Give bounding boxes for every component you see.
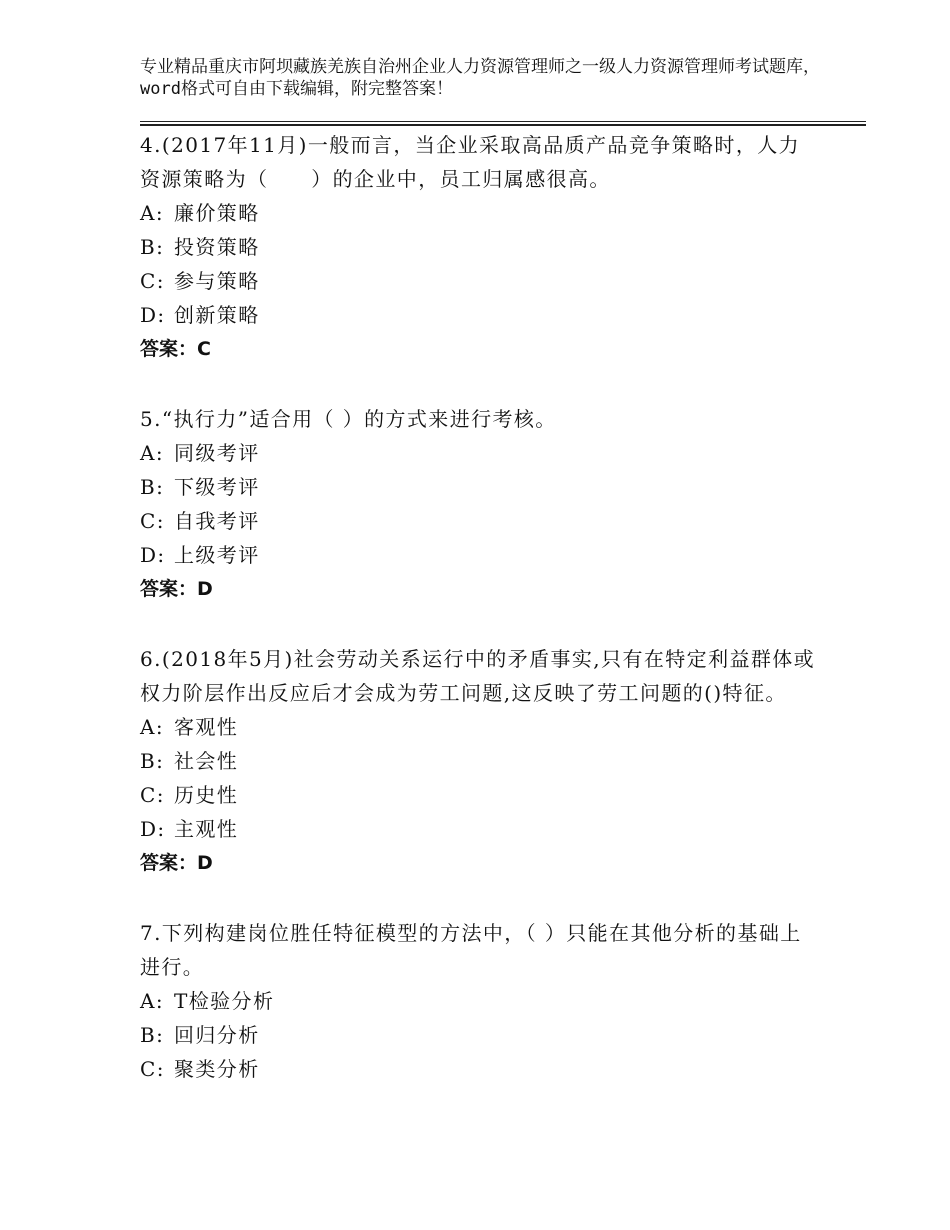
question-stem: 6.(2018年5月)社会劳动关系运行中的矛盾事实,只有在特定利益群体或权力阶层作出反应后才会成为劳工问题,这反映了劳工问题的()特征。 <box>140 647 816 705</box>
question-stem: 7.下列构建岗位胜任特征模型的方法中，（ ）只能在其他分析的基础上进行。 <box>140 921 802 979</box>
question-7 <box>140 914 820 1086</box>
option-text: 参与策略 <box>174 269 260 293</box>
option-letter: D: <box>140 303 166 327</box>
spacer <box>140 880 820 914</box>
option-text: 自我考评 <box>174 509 260 533</box>
question-5 <box>140 400 820 606</box>
document-header: 专业精品重庆市阿坝藏族羌族自治州企业人力资源管理师之一级人力资源管理师考试题库，word格式可自由下载编辑，附完整答案！ <box>140 57 820 99</box>
option-letter: A: <box>140 441 164 465</box>
option-d <box>140 298 820 332</box>
option-text: 创新策略 <box>174 303 260 327</box>
option-c <box>140 778 820 812</box>
option-text: 廉价策略 <box>174 201 260 225</box>
option-a <box>140 436 820 470</box>
option-letter: D: <box>140 817 166 841</box>
option-text: 社会性 <box>174 749 239 773</box>
option-letter: A: <box>140 989 164 1013</box>
option-b <box>140 230 820 264</box>
option-text: 历史性 <box>174 783 239 807</box>
answer-label: 答案：D <box>140 578 213 600</box>
option-letter: B: <box>140 749 165 773</box>
option-a <box>140 196 820 230</box>
option-letter: B: <box>140 475 165 499</box>
option-c <box>140 504 820 538</box>
option-letter: C: <box>140 1057 165 1081</box>
option-c <box>140 264 820 298</box>
option-text: 客观性 <box>174 715 239 739</box>
option-d <box>140 538 820 572</box>
option-d <box>140 812 820 846</box>
option-letter: B: <box>140 1023 165 1047</box>
option-text: 投资策略 <box>174 235 260 259</box>
option-b <box>140 1018 820 1052</box>
option-a <box>140 984 820 1018</box>
option-letter: A: <box>140 715 164 739</box>
question-list <box>140 126 820 1086</box>
answer-label: 答案：D <box>140 852 213 874</box>
option-letter: C: <box>140 269 165 293</box>
option-letter: C: <box>140 509 165 533</box>
option-letter: A: <box>140 201 164 225</box>
question-4 <box>140 126 820 366</box>
option-b <box>140 744 820 778</box>
answer-label: 答案：C <box>140 338 211 360</box>
option-text: 主观性 <box>174 817 239 841</box>
option-text: T检验分析 <box>174 989 275 1013</box>
option-a <box>140 710 820 744</box>
question-stem: 4.(2017年11月)一般而言，当企业采取高品质产品竞争策略时，人力资源策略为（ ）的企业中，员工归属感很高。 <box>140 133 801 191</box>
spacer <box>140 366 820 400</box>
option-letter: D: <box>140 543 166 567</box>
option-letter: C: <box>140 783 165 807</box>
option-c <box>140 1052 820 1086</box>
header-rule-thin <box>140 121 866 122</box>
question-6 <box>140 640 820 880</box>
option-b <box>140 470 820 504</box>
option-text: 聚类分析 <box>174 1057 260 1081</box>
option-text: 同级考评 <box>174 441 260 465</box>
option-letter: B: <box>140 235 165 259</box>
option-text: 下级考评 <box>174 475 260 499</box>
option-text: 上级考评 <box>174 543 260 567</box>
spacer <box>140 606 820 640</box>
question-stem: 5.“执行力”适合用（ ）的方式来进行考核。 <box>140 407 557 431</box>
option-text: 回归分析 <box>174 1023 260 1047</box>
